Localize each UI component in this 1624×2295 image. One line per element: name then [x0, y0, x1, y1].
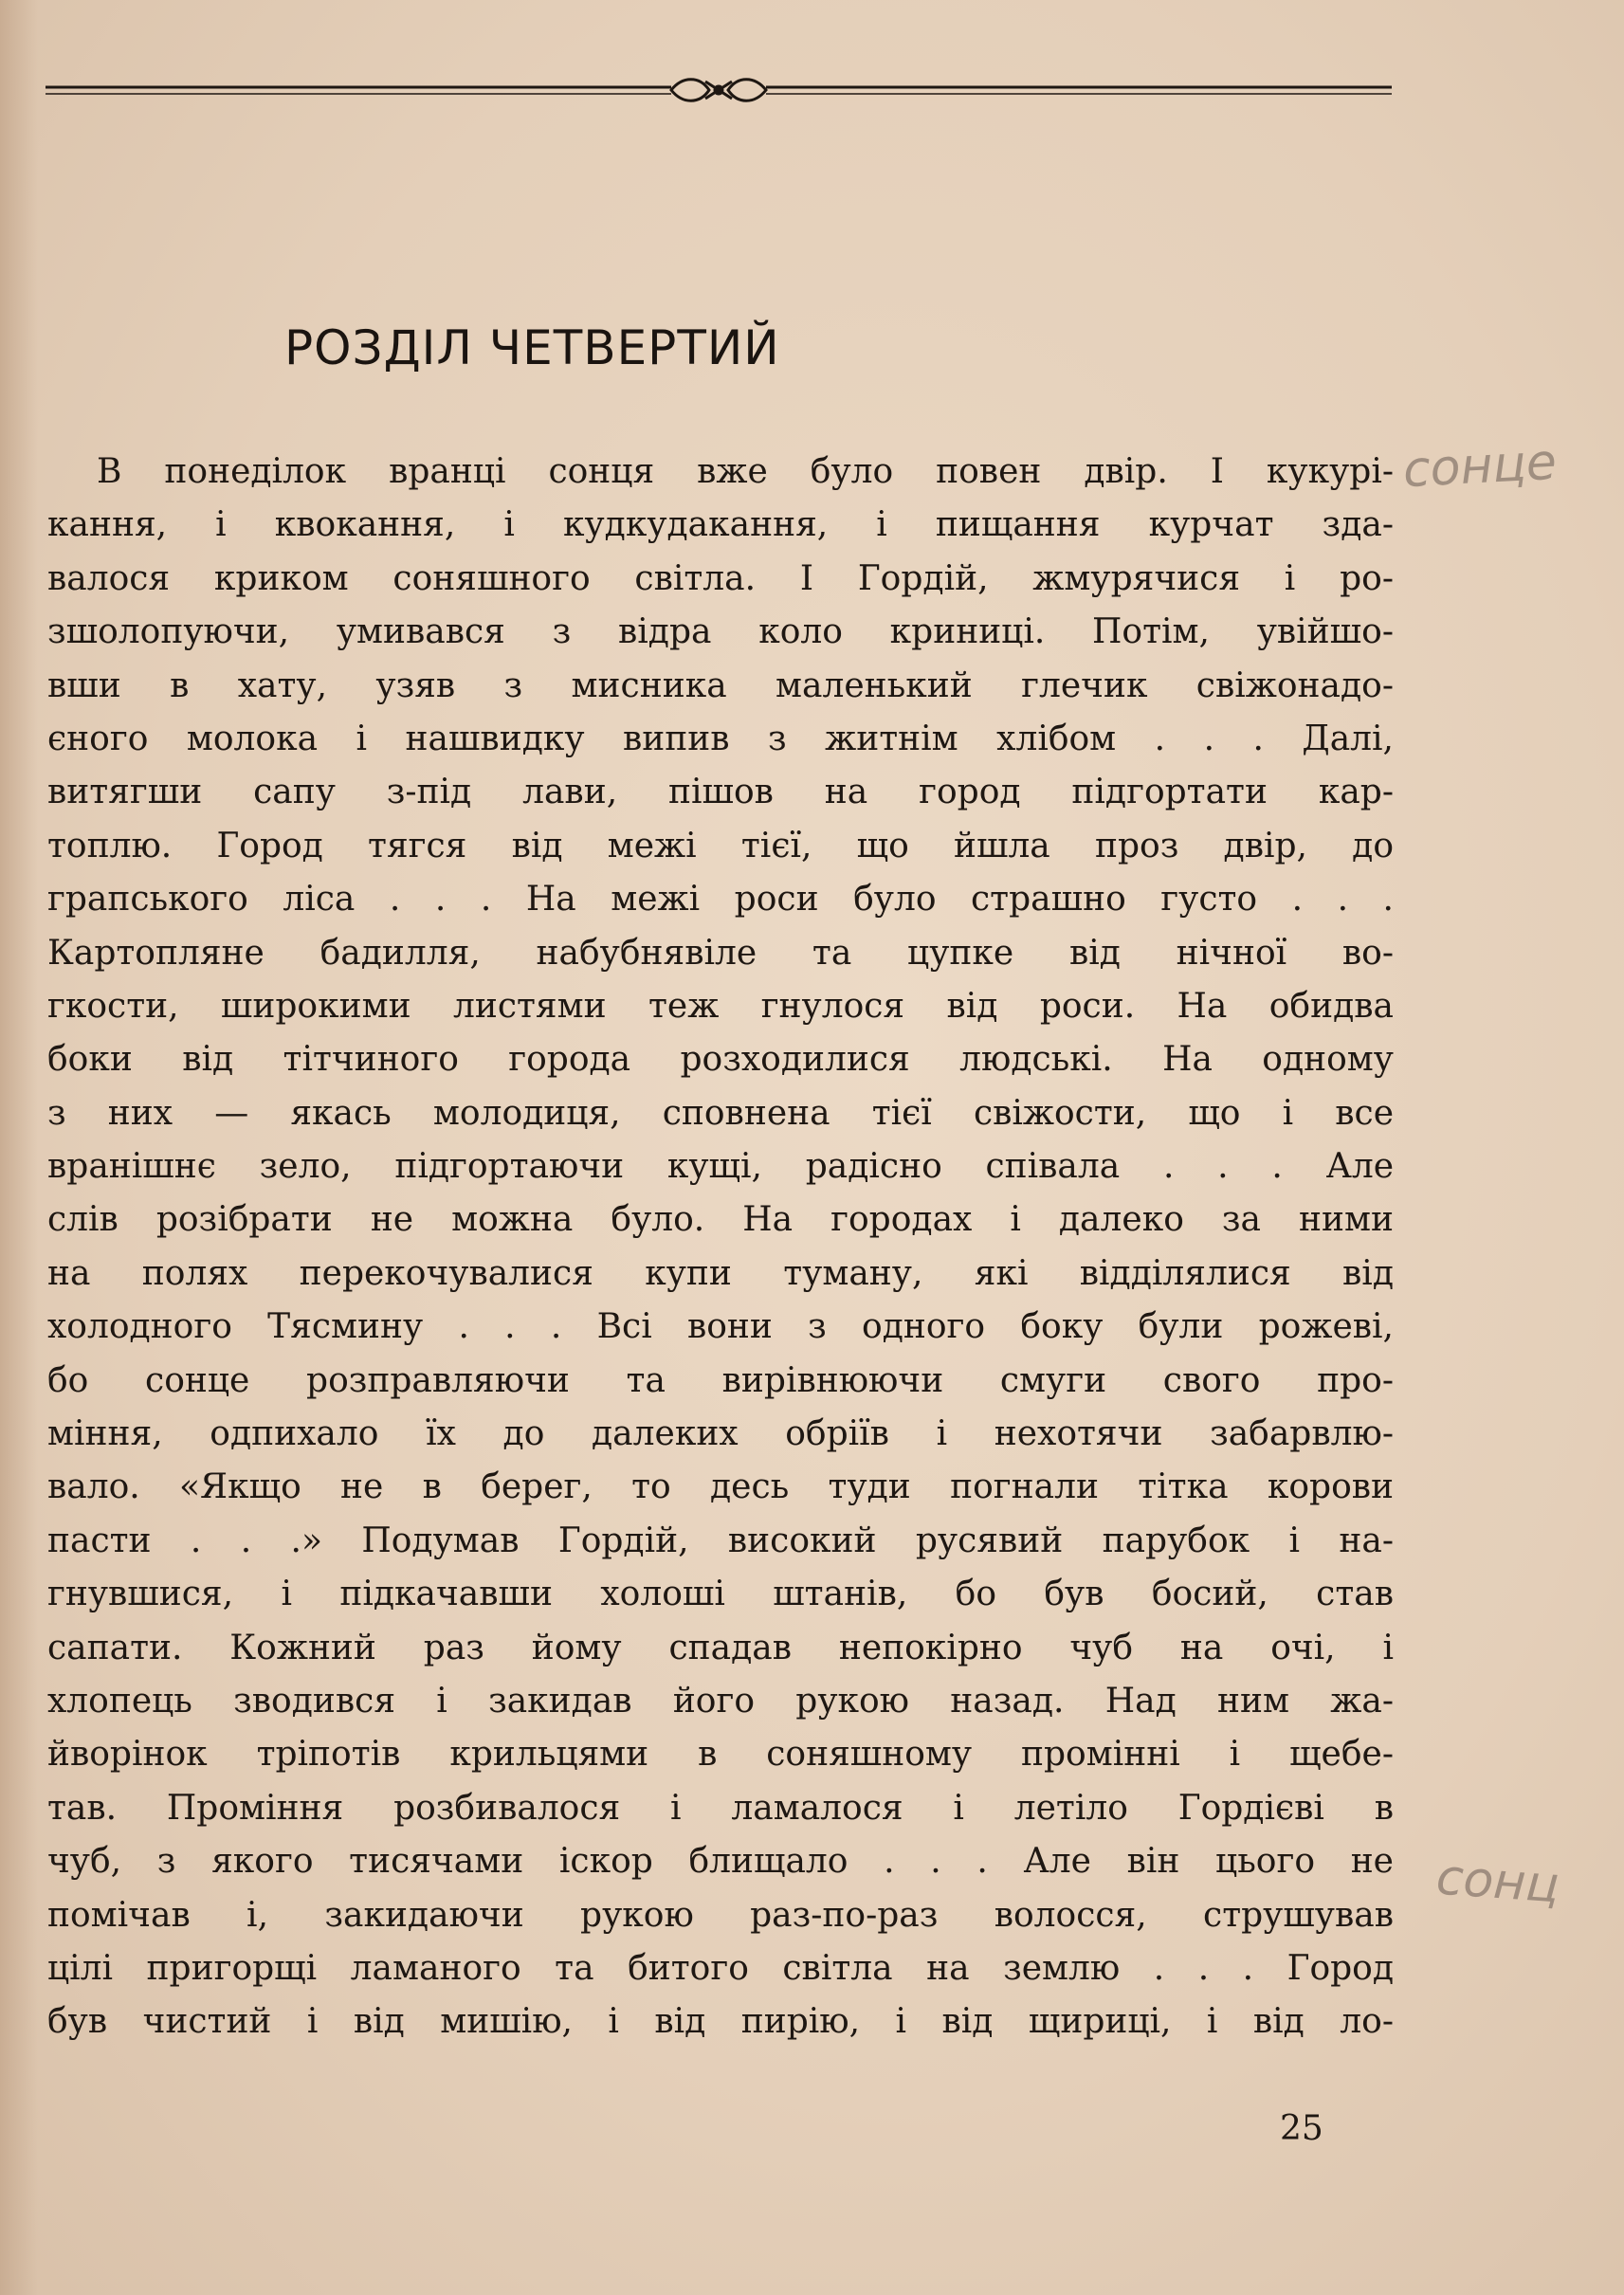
- text-line: пасти . . .» Подумав Гордій, високий русявий парубок і на-: [47, 1521, 1394, 1560]
- text-line: В понеділок вранці сонця вже було повен двір. І кукурі-: [97, 452, 1394, 491]
- text-line: вши в хату, узяв з мисника маленький глечик свіжонадо-: [47, 665, 1394, 705]
- body-text: [47, 446, 1394, 2049]
- text-line: єного молока і нашвидку випив з житнім хлібом . . . Далі,: [47, 719, 1394, 758]
- page-number: 25: [1280, 2109, 1323, 2148]
- text-line: слів розібрати не можна було. На городах і далеко за ними: [47, 1200, 1394, 1240]
- text-line: зшолопуючи, умивався з відра коло криниці. Потім, увійшо-: [47, 612, 1394, 652]
- ornament-center-icon: [671, 80, 766, 101]
- chapter-title: РОЗДІЛ ЧЕТВЕРТИЙ: [284, 320, 780, 375]
- text-line: кання, і квокання, і кудкудакання, і пищання курчат зда-: [47, 505, 1394, 545]
- text-line: міння, одпихало їх до далеких обріїв і нехотячи забарвлю-: [47, 1414, 1394, 1454]
- text-line: помічав і, закидаючи рукою раз-по-раз волосся, струшував: [47, 1895, 1394, 1935]
- text-line: чуб, з якого тисячами іскор блищало . . . Але він цього не: [47, 1842, 1394, 1882]
- text-line: валося криком соняшного світла. І Гордій, жмурячися і ро-: [47, 558, 1394, 598]
- text-line: топлю. Город тягся від межі тієї, що йшла проз двір, до: [47, 826, 1394, 865]
- text-line: вало. «Якщо не в берег, то десь туди погнали тітка корови: [47, 1467, 1394, 1507]
- text-line: цілі пригорщі ламаного та битого світла на землю . . . Город: [47, 1948, 1394, 1988]
- text-line: витягши сапу з-під лави, пішов на город підгортати кар-: [47, 773, 1394, 812]
- handwritten-margin-note: сонц: [1434, 1849, 1561, 1915]
- text-line: йворінок тріпотів крильцями в соняшному промінні і щебе-: [47, 1735, 1394, 1775]
- page-gutter-shadow: [0, 0, 38, 2295]
- text-line: холодного Тясмину . . . Всі вони з одного боку були рожеві,: [47, 1307, 1394, 1347]
- text-line: бо сонце розправляючи та вирівнюючи смуги свого про-: [47, 1360, 1394, 1400]
- ornamental-header-rule: [46, 74, 1392, 108]
- text-line: хлопець зводився і закидав його рукою назад. Над ним жа-: [47, 1681, 1394, 1721]
- handwritten-margin-note: сонце: [1401, 433, 1559, 500]
- text-line: тав. Проміння розбивалося і ламалося і летіло Гордієві в: [47, 1788, 1394, 1828]
- text-line: був чистий і від мишію, і від пирію, і від щириці, і від ло-: [47, 2002, 1394, 2042]
- text-line: гнувшися, і підкачавши холоші штанів, бо був босий, став: [47, 1575, 1394, 1614]
- text-line: на полях перекочувалися купи туману, які відділялися від: [47, 1253, 1394, 1293]
- text-line: сапати. Кожний раз йому спадав непокірно чуб на очі, і: [47, 1628, 1394, 1667]
- text-line: гкости, широкими листями теж гнулося від роси. На обидва: [47, 986, 1394, 1026]
- text-line: вранішнє зело, підгортаючи кущі, радісно співала . . . Але: [47, 1147, 1394, 1187]
- text-line: грапського ліса . . . На межі роси було страшно густо . . .: [47, 880, 1394, 920]
- text-line: Картопляне бадилля, набубнявіле та цупке від нічної во-: [47, 933, 1394, 973]
- text-line: з них — якась молодиця, сповнена тієї свіжости, що і все: [47, 1093, 1394, 1133]
- text-line: боки від тітчиного города розходилися людські. На одному: [47, 1040, 1394, 1080]
